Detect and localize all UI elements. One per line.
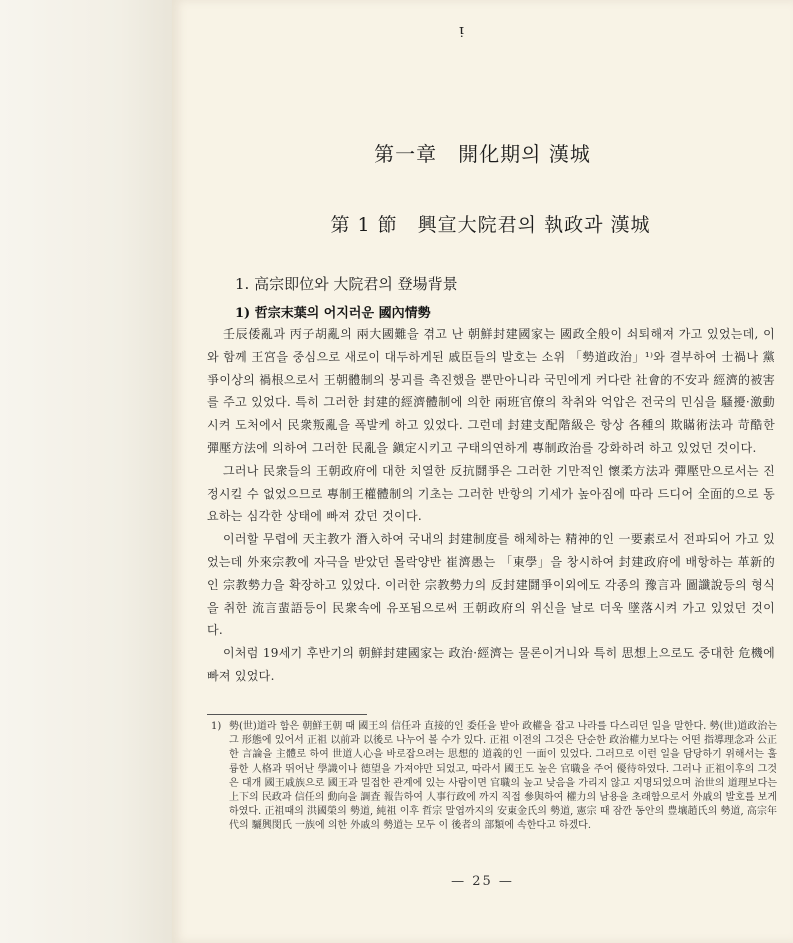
pen-mark: ᵎ <box>459 20 464 48</box>
paragraph: 그러나 民衆들의 王朝政府에 대한 치열한 反抗鬪爭은 그러한 기만적인 懷柔方法과 彈壓만으로서는 진정시킬 수 없었으므로 專制王權體制의 기초는 그러한 반항의 기세가 높아짐에 따라 드디어 全面的으로 동요하는 심각한 상태에 빠져 갔던 것이다. <box>207 463 775 524</box>
chapter-title: 第一章 開化期의 漢城 <box>374 142 591 166</box>
footnote-number: 1) <box>211 721 222 732</box>
paragraph: 이러할 무렵에 天主教가 潛入하여 국내의 封建制度를 해체하는 精神的인 一要素로서 전파되어 가고 있었는데 外來宗教에 자극을 받았던 몰락양반 崔濟愚는 「東學」을 창시하여 封建政府에 배항하는 革新的인 宗教勢力을 확장하고 있었다. 이러한 宗教勢力의 反封建鬪爭이외에도 각종의 豫言과 圖讖說등의 형식을 취한 流言蜚語등이 民衆속에 유포됨으로써 王朝政府의 위신을 날로 더욱 墜落시켜 가고 있었던 것이다. <box>207 532 775 638</box>
footnote-divider <box>207 714 367 715</box>
paragraph: 壬辰倭亂과 丙子胡亂의 兩大國難을 겪고 난 朝鮮封建國家는 國政全般이 쇠퇴해져 가고 있었는데, 이와 함께 王宮을 중심으로 새로이 대두하게된 戚臣들의 발호는 소위 「勢道政治」¹⁾와 결부하여 士禍나 黨爭이상의 禍根으로서 王朝體制의 붕괴를 촉진했을 뿐만아니라 국민에게 커다란 社會的不安과 經濟的被害를 주고 있었다. 특히 그러한 封建的經濟體制에 의한 兩班官僚의 착취와 억압은 전국의 민심을 騷擾·激動시켜 도처에서 民衆叛亂을 폭발케 하고 있었다. 그런데 封建支配階級은 항상 各種의 欺瞞術法과 苛酷한 彈壓方法에 의하여 그러한 民亂을 鎭定시키고 구태의연하게 專制政治를 강화하려 하고 있었던 것이다. <box>207 327 775 455</box>
sub-subsection-heading: 1) 哲宗末葉의 어지러운 國內情勢 <box>235 306 431 321</box>
body-text <box>207 323 775 688</box>
footnote-text: 勢(世)道라 함은 朝鮮王朝 때 國王의 信任과 直接的인 委任을 받아 政權을 잡고 나라를 다스리던 일을 말한다. 勢(世)道政治는 그 形態에 있어서 正祖 以前과 以後로 나누어 볼 수가 있다. 正祖 이전의 그것은 단순한 政治權力보다는 어떤 指導理念과 公正한 言論을 主體로 하여 世道人心을 바로잡으려는 思想的 道義的인 一面이 있었다. 그러므로 이런 일을 담당하기 위해서는 훌륭한 人格과 뛰어난 學識이나 德望을 가져야만 되었고, 따라서 國王도 높은 官職을 주어 優待하였다. 그러나 正祖이후의 그것은 대개 國王戚族으로 國王과 밀접한 관계에 있는 사람이면 官職의 높고 낮음을 가리지 않고 지명되었으며 治世의 道理보다는 上下의 民政과 信任의 動向을 調査 報告하여 人事行政에 까지 직접 參與하여 權力의 남용을 초래함으로서 外戚의 발호를 보게 하였다. 正祖때의 洪國榮의 勢道, 純祖 이후 哲宗 말엽까지의 安東金氏의 勢道, 憲宗 때 잠깐 동안의 豊壤趙氏의 勢道, 高宗年代의 驪興閔氏 一族에 의한 外戚의 勢道는 모두 이 後者의 部類에 속한다고 하겠다. <box>229 721 777 832</box>
scan-background <box>0 0 172 943</box>
subsection-heading: 1. 高宗即位와 大院君의 登場背景 <box>235 275 458 293</box>
page-number: — 25 — <box>451 874 514 889</box>
section-title: 第 1 節 興宣大院君의 執政과 漢城 <box>330 214 651 236</box>
paragraph: 이처럼 19세기 후반기의 朝鮮封建國家는 政治·經濟는 물론이거니와 특히 思想上으로도 중대한 危機에 빠져 있었다. <box>207 646 775 683</box>
footnote <box>211 720 777 834</box>
